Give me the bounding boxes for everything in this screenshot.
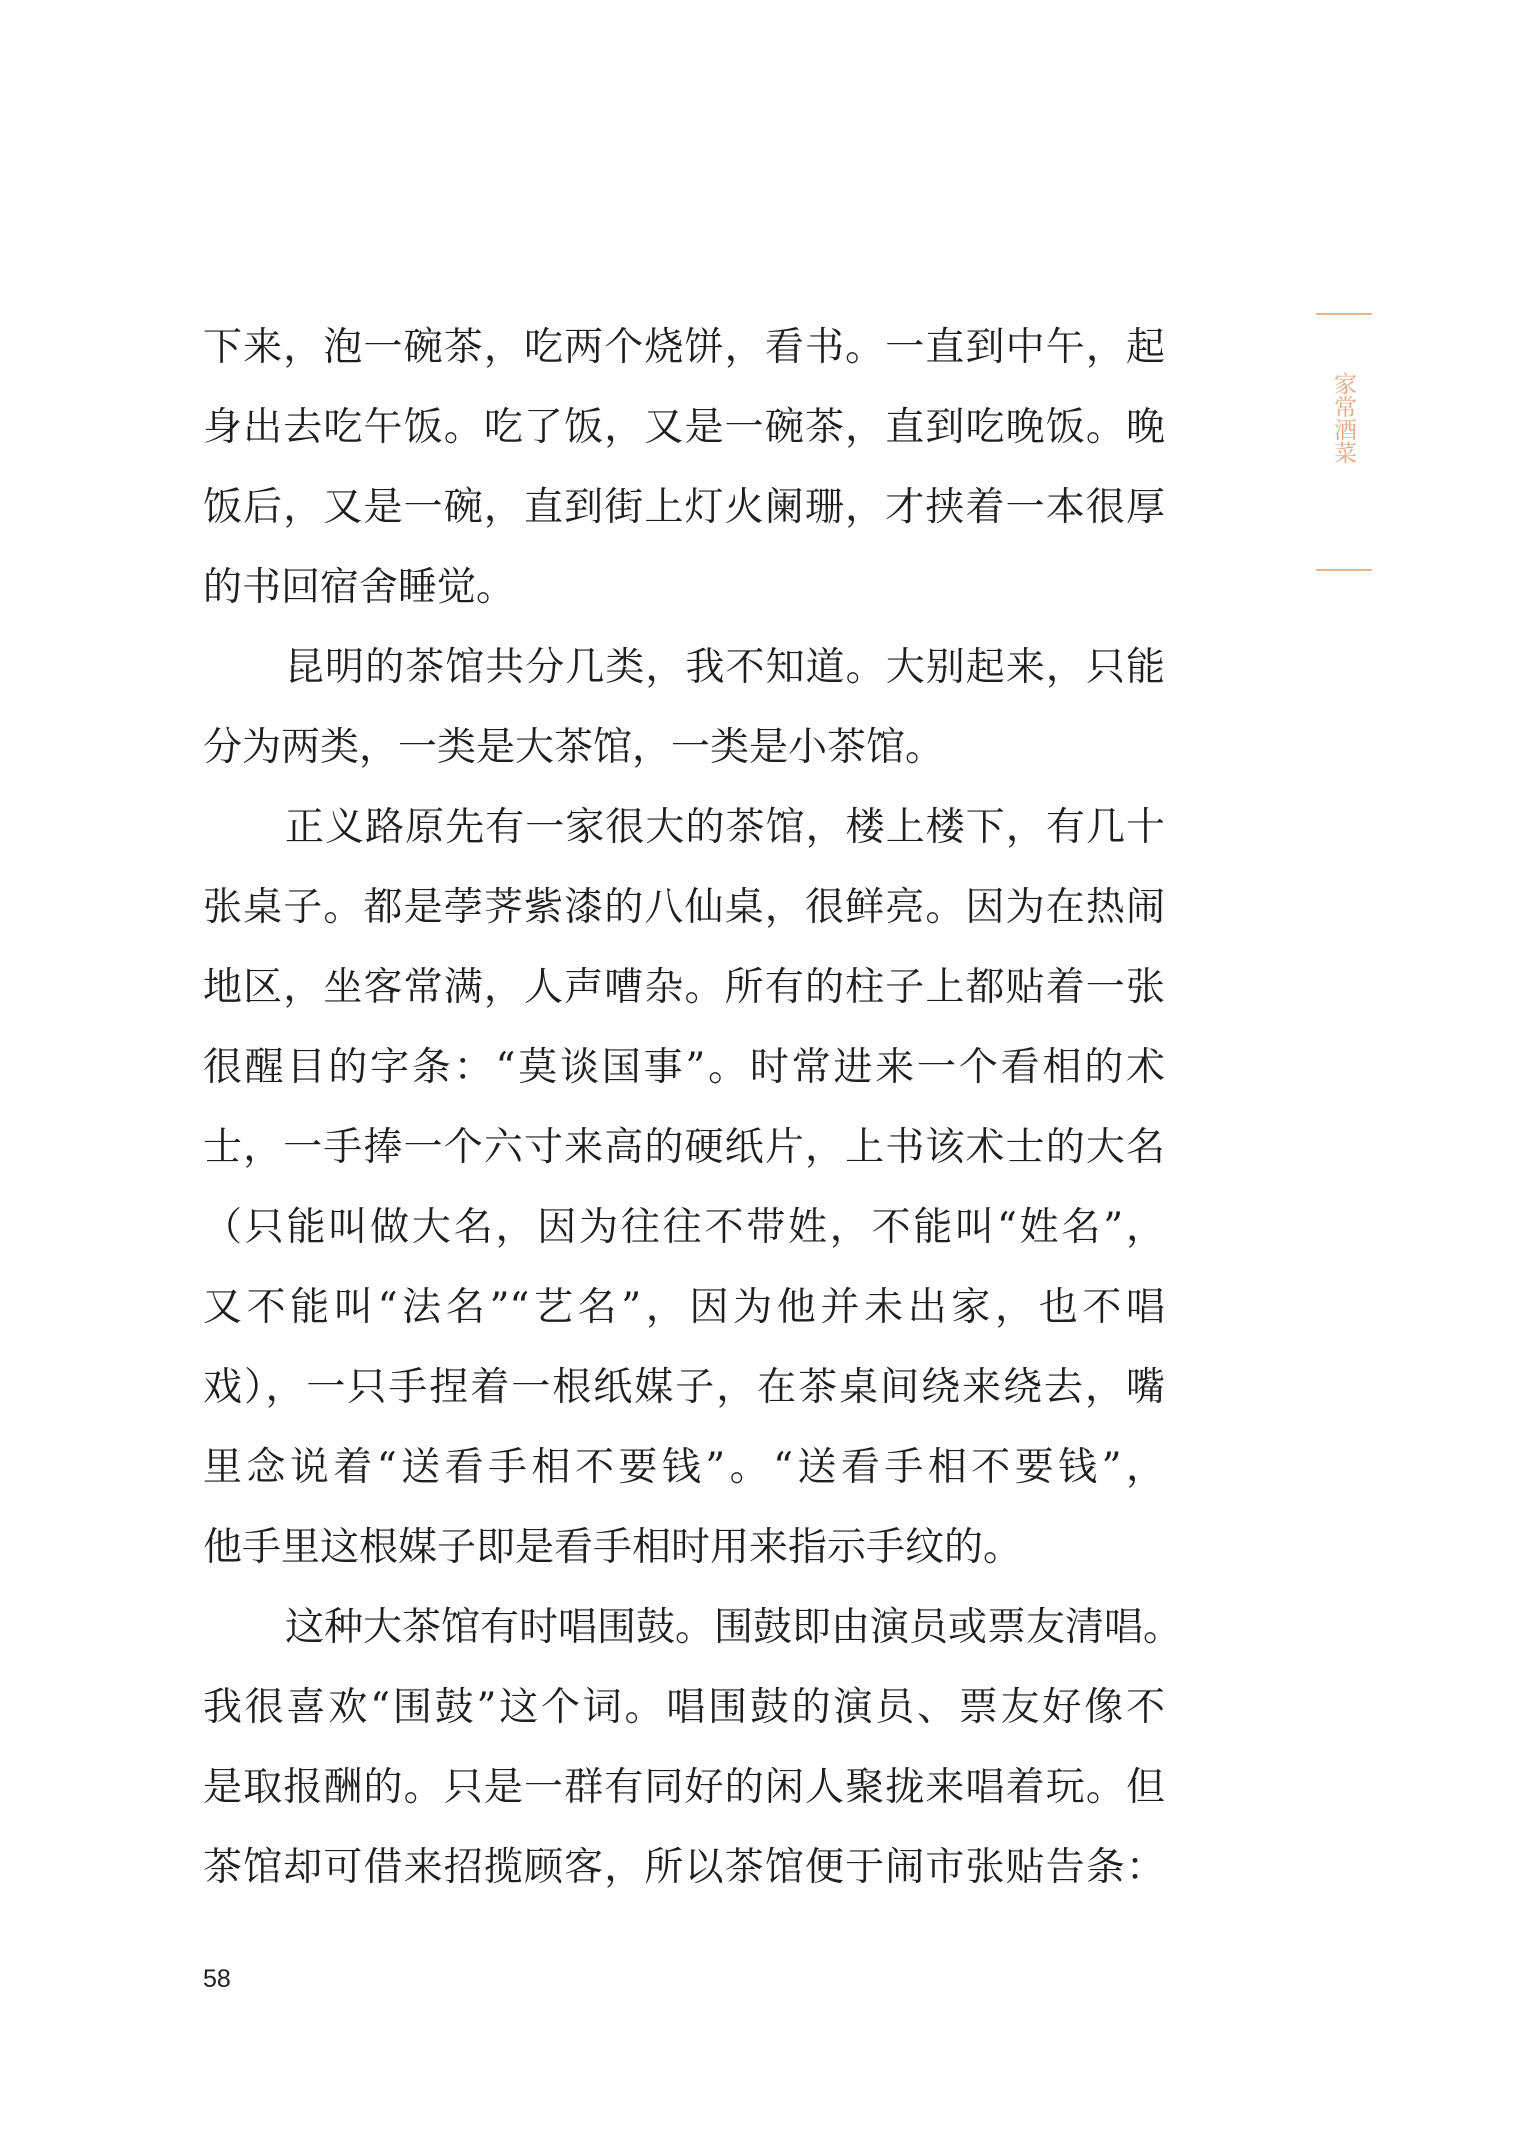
text-line: 下来，泡一碗茶，吃两个烧饼，看书。一直到中午，起 (203, 325, 1165, 370)
side-rule-bottom (1316, 569, 1372, 571)
text-line: 的书回宿舍睡觉。 (203, 565, 516, 610)
text-line: （只能叫做大名，因为往往不带姓，不能叫“姓名”， (203, 1205, 1165, 1250)
text-line: 很醒目的字条：“莫谈国事”。时常进来一个看相的术 (203, 1045, 1165, 1090)
text-line: 分为两类，一类是大茶馆，一类是小茶馆。 (203, 725, 945, 770)
text-line: 又不能叫“法名”“艺名”，因为他并未出家，也不唱 (203, 1285, 1165, 1330)
text-line: 昆明的茶馆共分几类，我不知道。大别起来，只能 (285, 645, 1165, 690)
page-number: 58 (203, 1965, 231, 1993)
text-line: 正义路原先有一家很大的茶馆，楼上楼下，有几十 (285, 805, 1165, 850)
text-line: 是取报酬的。只是一群有同好的闲人聚拢来唱着玩。但 (203, 1765, 1165, 1810)
text-line: 张桌子。都是荸荠紫漆的八仙桌，很鲜亮。因为在热闹 (203, 885, 1165, 930)
text-line: 士，一手捧一个六寸来高的硬纸片，上书该术士的大名 (203, 1125, 1165, 1170)
text-line: 饭后，又是一碗，直到街上灯火阑珊，才挟着一本很厚 (203, 485, 1165, 530)
text-line: 戏），一只手捏着一根纸媒子，在茶桌间绕来绕去，嘴 (203, 1365, 1165, 1410)
side-rule-top (1316, 313, 1372, 315)
text-line: 他手里这根媒子即是看手相时用来指示手纹的。 (203, 1525, 1023, 1570)
text-line: 身出去吃午饭。吃了饭，又是一碗茶，直到吃晚饭。晚 (203, 405, 1165, 450)
body-text (203, 308, 1183, 1908)
running-head: 家常酒菜 (1330, 372, 1356, 464)
text-line: 我很喜欢“围鼓”这个词。唱围鼓的演员、票友好像不 (203, 1685, 1165, 1730)
text-line: 里念说着“送看手相不要钱”。“送看手相不要钱”， (203, 1445, 1165, 1490)
text-line: 地区，坐客常满，人声嘈杂。所有的柱子上都贴着一张 (203, 965, 1165, 1010)
text-line: 茶馆却可借来招揽顾客，所以茶馆便于闹市张贴告条： (203, 1845, 1165, 1890)
text-line: 这种大茶馆有时唱围鼓。围鼓即由演员或票友清唱。 (285, 1605, 1183, 1650)
